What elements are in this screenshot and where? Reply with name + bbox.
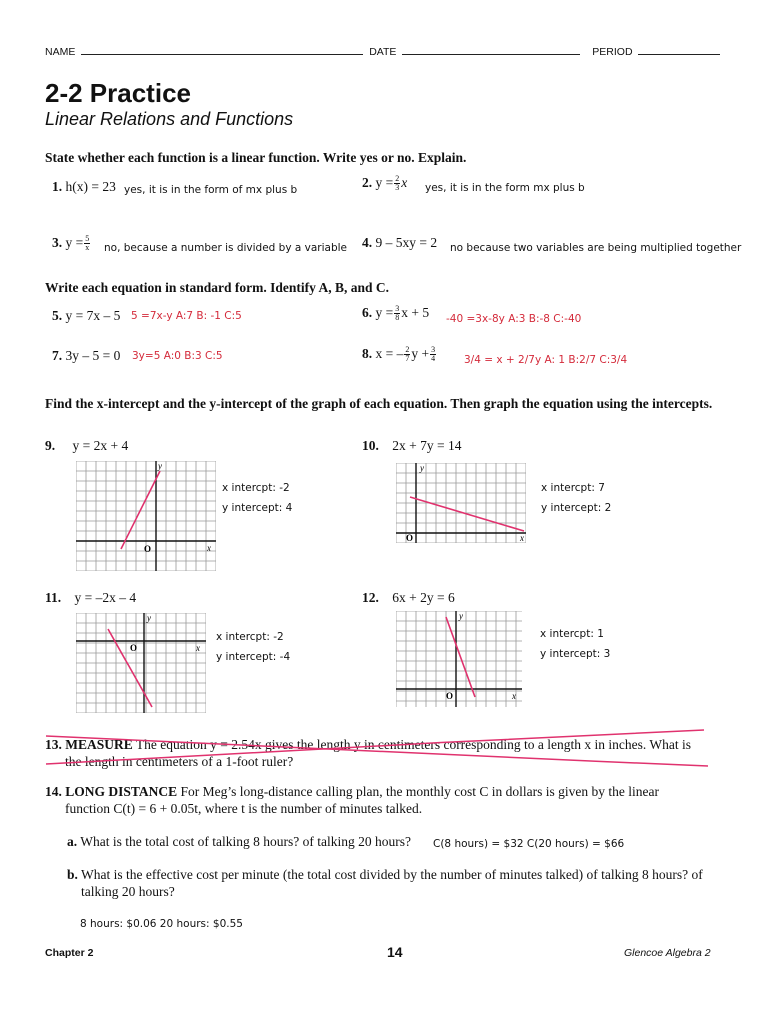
y-axis-label: y (158, 461, 162, 471)
y-intercept-answer: y intercept: 4 (222, 502, 293, 514)
problem-6-equation-left: y = (375, 305, 394, 320)
name-label: NAME (45, 46, 76, 58)
fraction-numerator: 5 (85, 234, 90, 244)
problem-5-equation: y = 7x – 5 (65, 308, 121, 323)
footer-book-title: Glencoe Algebra 2 (624, 947, 711, 959)
name-blank (81, 54, 363, 55)
problem-14-text-2: function C(t) = 6 + 0.05t, where t is the number of minutes talked. (65, 801, 423, 816)
fraction-denominator: x (85, 243, 90, 253)
problem-2 (362, 175, 407, 192)
problem-8 (362, 346, 437, 363)
problem-1-answer: yes, it is in the form of mx plus b (124, 184, 298, 196)
origin-label: O (446, 691, 454, 701)
problem-10 (362, 438, 461, 454)
problem-3-fraction (84, 235, 90, 252)
graph-11 (76, 613, 206, 713)
page-title: 2-2 Practice (45, 78, 191, 108)
footer-page-number: 14 (387, 944, 403, 960)
problem-5 (52, 308, 120, 324)
x-axis-label: x (512, 691, 516, 701)
problem-9-number: 9. (45, 438, 56, 453)
problem-14a-question: What is the total cost of talking 8 hours? of talking 20 hours? (80, 834, 411, 849)
problem-9 (45, 438, 128, 454)
problem-14a (67, 834, 411, 850)
fraction-numerator: 3 (431, 345, 436, 355)
y-intercept-answer: y intercept: 2 (541, 502, 612, 514)
fraction-denominator: 3 (395, 183, 400, 193)
problem-4-equation: 9 – 5xy = 2 (375, 235, 438, 250)
y-axis-label: y (420, 463, 424, 473)
fraction-numerator: 2 (395, 174, 400, 184)
graph-line (446, 617, 475, 697)
y-intercept-answer: y intercept: -4 (216, 651, 291, 663)
problem-13-text-1: The equation y = 2.54x gives the length y in centimeters corresponding to a length x in inches. What is (135, 737, 692, 752)
fraction-denominator: 8 (395, 313, 400, 323)
strike-line-2 (46, 730, 704, 764)
y-axis-label: y (459, 611, 463, 621)
problem-5-answer: 5 =7x-y A:7 B: -1 C:5 (131, 310, 242, 322)
problem-4 (362, 235, 437, 251)
x-intercept-answer: x intercpt: -2 (216, 631, 284, 643)
x-intercept-answer: x intercpt: 7 (541, 482, 605, 494)
problem-8-equation-middle: y + (411, 346, 430, 361)
origin-label: O (144, 544, 152, 554)
date-label: DATE (369, 46, 397, 58)
graph-10 (396, 463, 526, 543)
problem-9-equation: y = 2x + 4 (72, 438, 129, 453)
x-axis-label: x (520, 533, 524, 543)
problem-14 (45, 783, 725, 817)
x-axis-label: x (196, 643, 200, 653)
problem-13-text-2: the length in centimeters of a 1-foot ruler? (65, 754, 294, 769)
footer-chapter: Chapter 2 (45, 947, 94, 959)
problem-6-answer: -40 =3x-8y A:3 B:-8 C:-40 (446, 313, 582, 325)
problem-1 (52, 179, 116, 195)
header-line (45, 46, 725, 58)
graph-9-intercepts (222, 478, 292, 518)
problem-11 (45, 590, 136, 606)
problem-8-fraction-1 (404, 346, 410, 363)
fraction-numerator: 3 (395, 304, 400, 314)
problem-1-number: 1. (52, 179, 63, 194)
problem-12 (362, 590, 455, 606)
problem-14b-line-1 (67, 866, 727, 883)
problem-7-number: 7. (52, 348, 63, 363)
problem-1-equation: h(x) = 23 (65, 179, 116, 194)
period-blank (638, 54, 720, 55)
section3-instruction: Find the x-intercept and the y-intercept of the graph of each equation. Then graph the equation using the intercepts. (45, 396, 713, 411)
problem-8-number: 8. (362, 346, 373, 361)
problem-14-number: 14. (45, 784, 62, 799)
problem-7 (52, 348, 120, 364)
problem-6 (362, 305, 429, 322)
problem-5-number: 5. (52, 308, 63, 323)
problem-6-fraction (394, 305, 400, 322)
graph-grid (76, 613, 206, 713)
graph-9 (76, 461, 216, 571)
fraction-denominator: 4 (431, 354, 436, 364)
y-axis-label: y (147, 613, 151, 623)
problem-11-equation: y = –2x – 4 (74, 590, 137, 605)
problem-8-fraction-2 (430, 346, 436, 363)
problem-12-equation: 6x + 2y = 6 (392, 590, 455, 605)
problem-14b-label: b. (67, 867, 78, 882)
problem-14-text-1: For Meg’s long-distance calling plan, the monthly cost C in dollars is given by the linear (180, 784, 659, 799)
section2-instruction: Write each equation in standard form. Identify A, B, and C. (45, 280, 390, 295)
y-intercept-answer: y intercept: 3 (540, 648, 611, 660)
problem-6-equation-right: x + 5 (401, 305, 430, 320)
problem-7-equation: 3y – 5 = 0 (65, 348, 121, 363)
graph-grid (76, 461, 216, 571)
problem-13-number: 13. (45, 737, 62, 752)
problem-14b-question-2: talking 20 hours? (81, 884, 175, 899)
section1-instruction: State whether each function is a linear function. Write yes or no. Explain. (45, 150, 467, 165)
graph-12-intercepts (540, 624, 610, 664)
problem-4-number: 4. (362, 235, 373, 250)
x-axis-label: x (207, 543, 211, 553)
graph-11-intercepts (216, 627, 290, 667)
origin-label: O (130, 643, 138, 653)
x-intercept-answer: x intercpt: -2 (222, 482, 290, 494)
problem-2-answer: yes, it is in the form mx plus b (425, 182, 585, 194)
problem-2-equation-right: x (401, 175, 408, 190)
date-blank (402, 54, 580, 55)
problem-14a-label: a. (67, 834, 78, 849)
problem-8-equation-left: x = – (375, 346, 404, 361)
problem-4-answer: no because two variables are being multiplied together (450, 242, 742, 254)
problem-3 (52, 235, 91, 252)
problem-11-number: 11. (45, 590, 62, 605)
problem-14b-answer: 8 hours: $0.06 20 hours: $0.55 (80, 918, 243, 930)
fraction-denominator: 7 (405, 354, 410, 364)
graph-10-intercepts (541, 478, 611, 518)
problem-14-line-1 (45, 783, 725, 800)
problem-2-number: 2. (362, 175, 373, 190)
problem-10-number: 10. (362, 438, 379, 453)
problem-3-number: 3. (52, 235, 63, 250)
graph-12 (396, 611, 522, 707)
problem-13-strikethrough (40, 728, 710, 770)
graph-line (410, 497, 524, 531)
graph-grid (396, 611, 522, 707)
problem-2-equation-left: y = (375, 175, 394, 190)
problem-14b-question-1: What is the effective cost per minute (the total cost divided by the number of minutes talked) of talking 8 hours? of (81, 867, 703, 882)
problem-2-fraction (394, 175, 400, 192)
strike-line-1 (46, 736, 708, 766)
x-intercept-answer: x intercpt: 1 (540, 628, 604, 640)
graph-line (121, 471, 160, 549)
problem-8-answer: 3/4 = x + 2/7y A: 1 B:2/7 C:3/4 (464, 354, 628, 366)
problem-3-equation-left: y = (65, 235, 84, 250)
problem-10-equation: 2x + 7y = 14 (392, 438, 462, 453)
problem-14b (67, 866, 727, 900)
problem-7-answer: 3y=5 A:0 B:3 C:5 (132, 350, 223, 362)
period-label: PERIOD (592, 46, 633, 58)
problem-3-answer: no, because a number is divided by a variable (104, 242, 348, 254)
origin-label: O (406, 533, 414, 543)
problem-14-label: LONG DISTANCE (65, 784, 178, 799)
problem-13-label: MEASURE (65, 737, 133, 752)
problem-12-number: 12. (362, 590, 379, 605)
page-subtitle: Linear Relations and Functions (45, 109, 294, 129)
problem-6-number: 6. (362, 305, 373, 320)
fraction-numerator: 2 (405, 345, 410, 355)
problem-14a-answer: C(8 hours) = $32 C(20 hours) = $66 (433, 838, 625, 850)
